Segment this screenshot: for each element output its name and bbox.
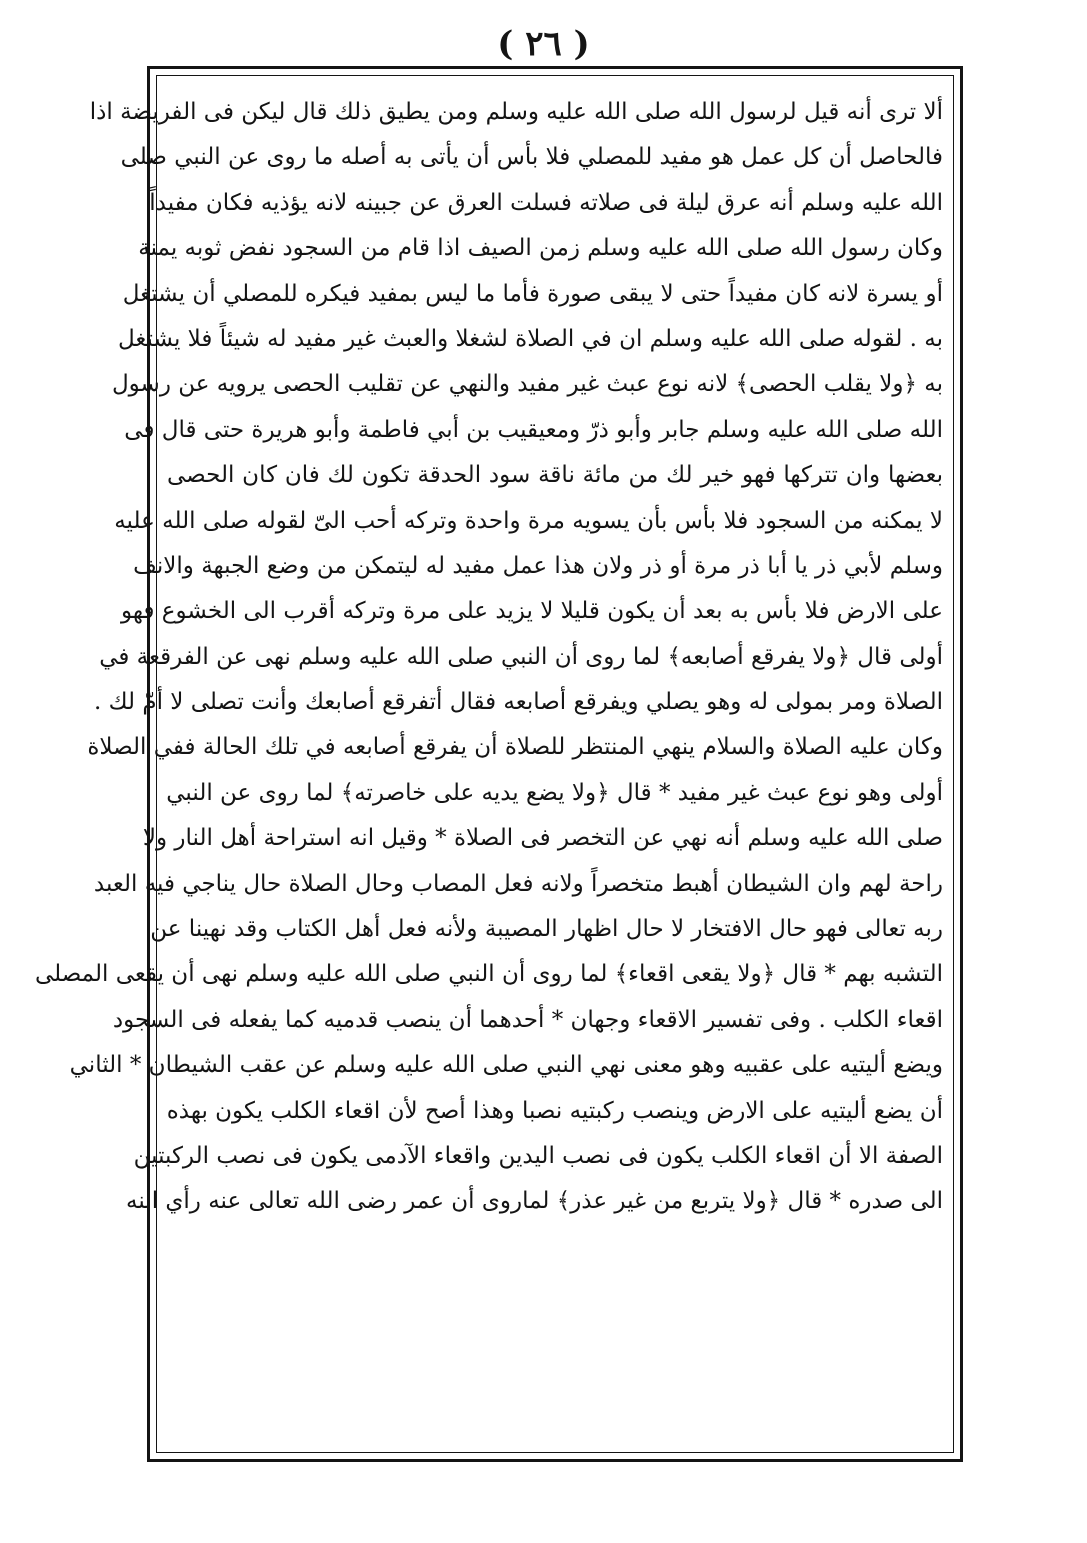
text-line: فالحاصل أن كل عمل هو مفيد للمصلي فلا بأس أن يأتى به أصله ما روى عن النبي صلى	[120, 144, 943, 171]
text-line: التشبه بهم * قال ﴿ولا يقعى اقعاء﴾ لما روى أن النبي صلى الله عليه وسلم نهى أن يقعى المصلى	[34, 961, 943, 988]
text-line: ويضع أليتيه على عقبيه وهو معنى نهي النبي صلى الله عليه وسلم عن عقب الشيطان * الثاني	[69, 1052, 943, 1079]
text-line: أولى قال ﴿ولا يفرقع أصابعه﴾ لما روى أن النبي صلى الله عليه وسلم نهى عن الفرقعة في	[99, 643, 943, 670]
text-line: راحة لهم وان الشيطان أهبط متخصراً ولانه فعل المصاب وحال الصلاة حال يناجي فيه العبد	[93, 870, 943, 897]
text-line: وكان عليه الصلاة والسلام ينهي المنتظر للصلاة أن يفرقع أصابعه في تلك الحالة ففي الصلاة	[87, 734, 943, 761]
text-line: ألا ترى أنه قيل لرسول الله صلى الله عليه وسلم ومن يطيق ذلك قال ليكن فى الفريضة اذا	[89, 99, 943, 125]
page-frame-outer	[34, 66, 963, 1462]
text-line: أولى وهو نوع عبث غير مفيد * قال ﴿ولا يضع يديه على خاصرته﴾ لما روى عن النبي	[166, 779, 943, 806]
text-line: اقعاء الكلب . وفى تفسير الاقعاء وجهان * أحدهما أن ينصب قدميه كما يفعله فى السجود	[112, 1006, 943, 1033]
text-line: الله صلى الله عليه وسلم جابر وأبو ذرّ ومعيقيب بن أبي فاطمة وأبو هريرة حتى قال فى	[124, 416, 943, 443]
text-line: ربه تعالى فهو حال الافتخار لا حال اظهار المصيبة ولأنه فعل أهل الكتاب وقد نهينا عن	[150, 916, 943, 943]
text-line: وكان رسول الله صلى الله عليه وسلم زمن الصيف اذا قام من السجود نفض ثوبه يمنة	[138, 235, 943, 262]
text-line: الصفة الا أن اقعاء الكلب يكون فى نصب اليدين واقعاء الآدمى يكون فى نصب الركبتين	[133, 1142, 943, 1169]
text-line: الله عليه وسلم أنه عرق ليلة فى صلاته فسلت العرق عن جبينه لانه يؤذيه فكان مفيداً	[149, 189, 943, 216]
text-line: الصلاة ومر بمولى له وهو يصلي ويفرقع أصابعه فقال أتفرقع أصابعك وأنت تصلى لا أمّ لك .	[94, 689, 943, 716]
text-line: أو يسرة لانه كان مفيداً حتى لا يبقى صورة فأما ما ليس بمفيد فيكره للمصلي أن يشتغل	[122, 280, 943, 307]
text-line: صلى الله عليه وسلم أنه نهي عن التخصر فى الصلاة * وقيل انه استراحة أهل النار ولا	[142, 825, 943, 852]
text-line: بعضها وان تتركها فهو خير لك من مائة ناقة سود الحدقة تكون لك فان كان الحصى	[167, 462, 943, 489]
page-frame-inner	[34, 75, 954, 1453]
text-line: على الارض فلا بأس به بعد أن يكون قليلا لا يزيد على مرة وتركه أقرب الى الخشوع فهو	[120, 598, 943, 625]
text-line: لا يمكنه من السجود فلا بأس بأن يسويه مرة واحدة وتركه أحب الىّ لقوله صلى الله عليه	[114, 507, 943, 534]
text-line: به ﴿ولا يقلب الحصى﴾ لانه نوع عبث غير مفيد والنهي عن تقليب الحصى يرويه عن رسول	[111, 371, 943, 398]
text-line: أن يضع أليتيه على الارض وينصب ركبتيه نصبا وهذا أصح لأن اقعاء الكلب يكون بهذه	[166, 1097, 943, 1124]
body-text	[34, 90, 953, 1225]
page-number: ( ٢٦ )	[497, 24, 590, 64]
text-line: وسلم لأبي ذر يا أبا ذر مرة أو ذر ولان هذا عمل مفيد له ليتمكن من وضع الجبهة والانف	[133, 552, 943, 579]
text-line: الى صدره * قال ﴿ولا يتربع من غير عذر﴾ لماروى أن عمر رضى الله تعالى عنه رأي ابنه	[126, 1188, 943, 1215]
text-line: به . لقوله صلى الله عليه وسلم ان في الصلاة لشغلا والعبث غير مفيد له شيئاً فلا يشتغل	[117, 325, 943, 352]
